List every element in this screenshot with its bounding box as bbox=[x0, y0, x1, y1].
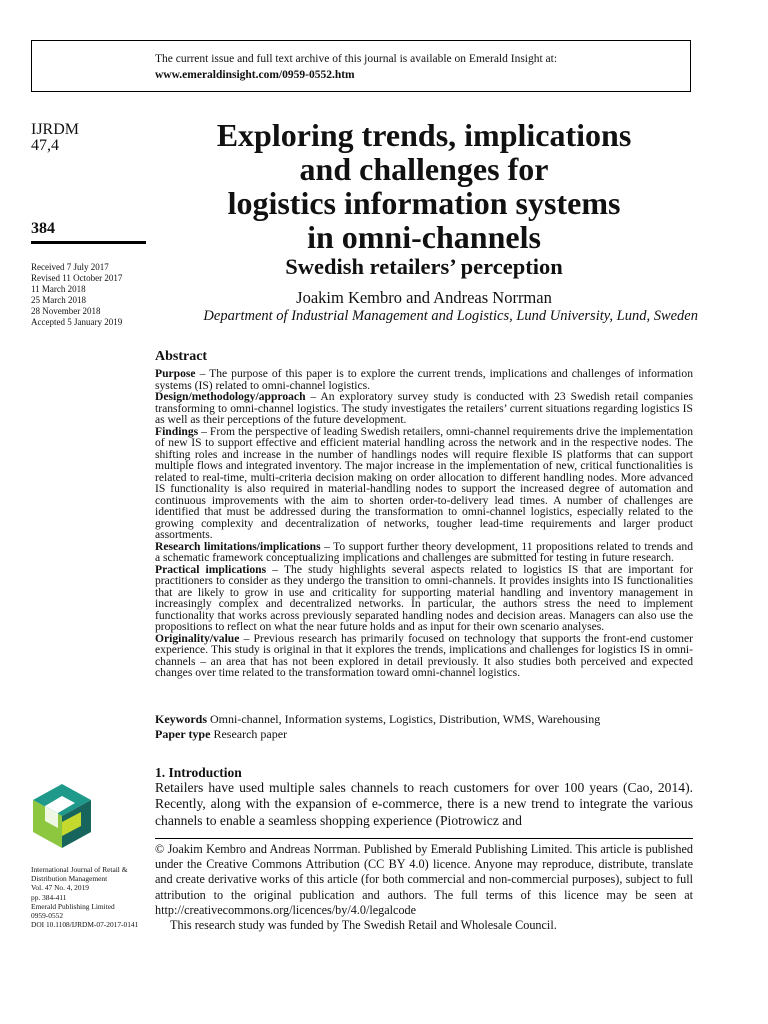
section-text: – From the perspective of leading Swedish retailers, omni-channel requirements drive the implementation of new IS to support effective and efficient material handling across the network and in the respective nodes. The shifting roles and increase in the number of handlings nodes will require flexible IS platforms that can support multiple flows and integrated inventory. The major increase in the implementation of new, critical functionalities is related to real-time, multi-criteria decision making on order allocation to different handling nodes. More advanced IS functionality is also required in material-handling nodes to support the increased degree of automation and continuous improvements with the aim to shorten order-to-delivery lead times. A number of challenges are identified that must be addressed during the transformation to omni-channel logistics, especially related to the growing complexity and decentralization of networks, tougher lead-time requirements and larger product assortments. bbox=[155, 424, 693, 541]
paper-type-text: Research paper bbox=[210, 727, 288, 741]
doi-link[interactable]: DOI 10.1108/IJRDM-07-2017-0141 bbox=[31, 920, 139, 930]
abstract-limitations bbox=[155, 541, 693, 564]
intro-paragraph: Retailers have used multiple sales channels to reach customers for over 100 years (Cao, 2014). Recently, along with the expansion of e-commerce, there is a new trend to integrate the various channels to enable a seamless shopping experience (Piotrowicz and bbox=[155, 780, 693, 828]
section-text: – The study highlights several aspects related to logistics IS that are important for practitioners to consider as they undergo the transition to omni-channels. It provides insights into IS functionalities that are likely to grow in use and criticality for supporting material handling and inventory management in increasingly complex and decentralized networks. In particular, the authors stress the need to implement functionality that works across previously separated handling nodes and decision areas. Managers can also use the propositions to reflect on what the near future holds and as input for their own scenario analyses. bbox=[155, 562, 693, 633]
affiliation: Department of Industrial Management and Logistics, Lund University, Lund, Sweden bbox=[203, 308, 698, 324]
date-line: Received 7 July 2017 bbox=[31, 262, 109, 272]
article-subtitle: Swedish retailers’ perception bbox=[285, 254, 563, 279]
journal-abbrev: IJRDM bbox=[31, 121, 80, 138]
section-text: – The purpose of this paper is to explore the current trends, implications and challenges of information systems (IS) related to omni-channel logistics. bbox=[155, 367, 693, 392]
footnote bbox=[155, 842, 693, 933]
pub-line: Vol. 47 No. 4, 2019 bbox=[31, 883, 89, 893]
article-title bbox=[150, 118, 698, 254]
section-text: – To support further theory development, 11 propositions related to trends and a schematic framework conceptualizing implications and challenges are submitted for testing in future research. bbox=[155, 539, 693, 564]
keywords-line bbox=[155, 712, 693, 727]
page-number: 384 bbox=[31, 220, 55, 237]
pub-line: pp. 384-411 bbox=[31, 892, 67, 902]
title-line: logistics information systems bbox=[227, 185, 621, 221]
section-label: Practical implications bbox=[155, 562, 267, 576]
abstract-originality bbox=[155, 633, 693, 679]
pub-line: Emerald Publishing Limited bbox=[31, 901, 115, 911]
received-dates bbox=[31, 262, 122, 329]
section-label: Research limitations/implications bbox=[155, 539, 321, 553]
pub-line: Distribution Management bbox=[31, 874, 108, 884]
access-notice: The current issue and full text archive of this journal is available on Emerald Insight at: bbox=[155, 53, 558, 65]
section-label: Findings bbox=[155, 424, 199, 438]
publication-info bbox=[31, 865, 138, 929]
abstract-purpose bbox=[155, 368, 693, 391]
pub-line: 0959-0552 bbox=[31, 911, 64, 921]
authors: Joakim Kembro and Andreas Norrman bbox=[296, 288, 552, 307]
pub-line: International Journal of Retail & bbox=[31, 865, 128, 874]
abstract-heading: Abstract bbox=[155, 349, 208, 364]
date-line: Revised 11 October 2017 bbox=[31, 273, 123, 284]
section-text: – An exploratory survey study is conducted with 23 Swedish retail companies transforming to omni-channel logistics. The study investigates the retailers’ current situations regarding logistics IS as well as their perceptions of the future development. bbox=[155, 390, 693, 426]
date-line: 28 November 2018 bbox=[31, 306, 101, 317]
journal-access-box bbox=[31, 40, 691, 92]
intro-heading: 1. Introduction bbox=[155, 765, 242, 780]
section-text: – Previous research has primarily focused on technology that supports the front-end customer experience. This study is original in that it explores the trends, implications and challenges for logistics IS in omni-channels – an area that has not been explored in detail previously. It also studies both perceived and expected changes over time related to the transformation toward omni-channel logistics. bbox=[155, 631, 693, 679]
date-line: Accepted 5 January 2019 bbox=[31, 317, 123, 328]
abstract-design bbox=[155, 391, 693, 426]
date-line: 11 March 2018 bbox=[31, 284, 86, 295]
title-line: Exploring trends, implications bbox=[216, 117, 632, 153]
section-label: Purpose bbox=[155, 367, 196, 380]
keywords-block bbox=[155, 712, 693, 742]
intro-body bbox=[155, 780, 693, 829]
journal-id bbox=[31, 122, 79, 154]
emerald-logo-icon bbox=[31, 782, 93, 850]
sidebar-rule bbox=[31, 241, 146, 244]
paper-type-label: Paper type bbox=[155, 727, 211, 741]
abstract-findings bbox=[155, 426, 693, 541]
license-note: © Joakim Kembro and Andreas Norrman. Published by Emerald Publishing Limited. This article is published under the Creative Commons Attribution (CC BY 4.0) licence. Anyone may reproduce, distribute, translate and create derivative works of this article (for both commercial and non-commercial purposes), subject to full attribution to the original publication and authors. The full terms of this licence may be seen at http://creativecommons.org/licences/by/4.0/legalcode bbox=[155, 842, 693, 917]
funding-note: This research study was funded by The Swedish Retail and Wholesale Council. bbox=[170, 918, 557, 933]
abstract-practical bbox=[155, 564, 693, 633]
section-label: Design/methodology/approach bbox=[155, 390, 306, 403]
footnote-rule bbox=[155, 838, 693, 839]
section-label: Originality/value bbox=[155, 631, 240, 645]
journal-url[interactable]: www.emeraldinsight.com/0959-0552.htm bbox=[155, 69, 355, 81]
abstract-body bbox=[155, 368, 693, 679]
volume-issue: 47,4 bbox=[31, 137, 59, 154]
keywords-label: Keywords bbox=[155, 712, 207, 726]
paper-type-line bbox=[155, 727, 693, 742]
title-line: and challenges for bbox=[299, 151, 549, 187]
keywords-text: Omni-channel, Information systems, Logistics, Distribution, WMS, Warehousing bbox=[207, 712, 601, 726]
date-line: 25 March 2018 bbox=[31, 295, 86, 306]
title-line: in omni-channels bbox=[307, 219, 541, 255]
